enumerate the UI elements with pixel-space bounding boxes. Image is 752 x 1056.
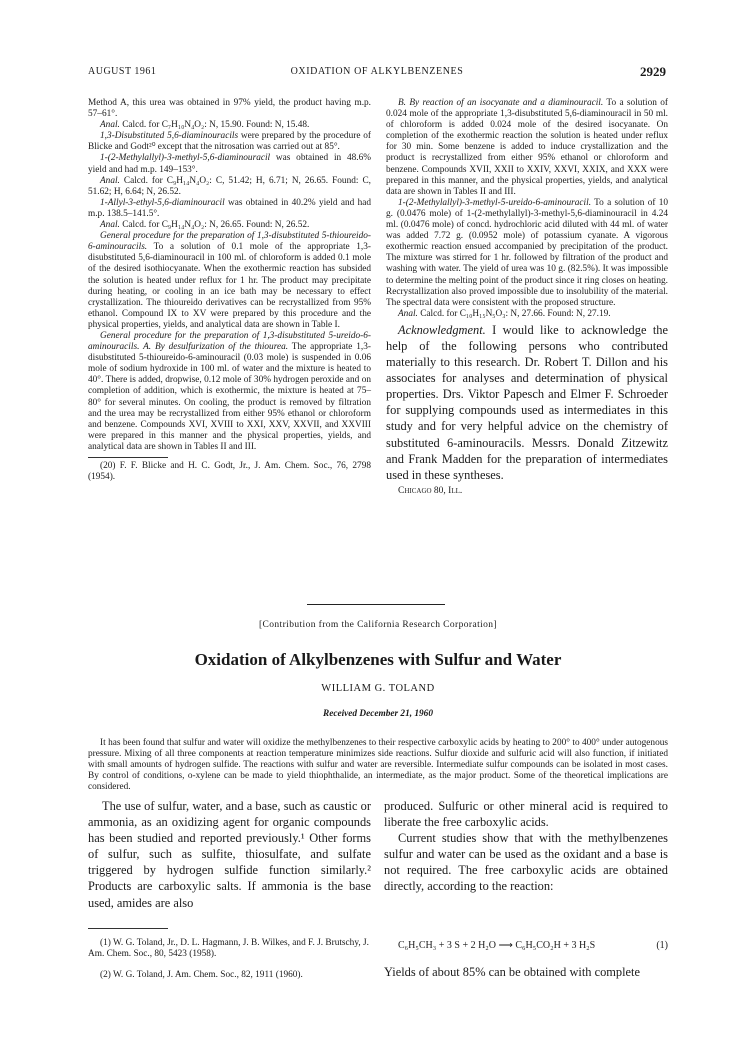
left-column-paragraph xyxy=(88,231,371,331)
abstract-text: It has been found that sulfur and water will oxidize the methylbenzenes to their respective carboxylic acids by heating to 200° to 400° under autogenous pressure. Mixing of all three components at reaction temperature minimizes side reactions. Sulfur dioxide and sulfuric acid will also function, if initiated with small amounts of hydrogen sulfide. The reactions with sulfur and water are reversible. Intermediate sulfur compounds can be isolated in most cases. By control of conditions, o-xylene can be made to yield thiophthalide, an intermediate, as the major product. Some of the theoretical implications are considered. xyxy=(88,738,668,793)
italic-run: 1,3-Disubstituted 5,6-diaminouracils xyxy=(100,131,239,142)
text-run: Calcd. for C₉H₁₄N₄O₂: N, 26.65. Found: N, 26.52. xyxy=(119,220,310,231)
text-run: To a solution of 10 g. (0.0476 mole) of 1-(2-methylallyl)-3-methyl-5,6-diaminouracil in 4.24 ml. (0.0476 mole) of concd. hydrochloric acid diluted with 44 ml. of water was added 7.72 g. (0.0952 mole) of potassium cyanate. A vigorous exothermic reaction ensued accompanied by precipitation of the product. The mixture was stirred for 1 hr. followed by filtration of the product and washing with water. The yield of urea was 10 g. (82.5%). It was impossible to determine the melting point of the product since it ring closes on heating. Recrystallization also proved impossible due to insolubility of the material. The spectral data were consistent with the proposed structure. xyxy=(386,197,668,308)
running-head-title: OXIDATION OF ALKYLBENZENES xyxy=(290,66,464,77)
text-run: Calcd. for C₇H₁₀N₄O₂: N, 15.90. Found: N, 15.48. xyxy=(119,120,310,131)
text-run: To a solution of 0.024 mole of the appropriate 1,3-disubstituted 5,6-diaminouracil in 50 ml. of chloroform is added 0.024 mole of the desired isocyanate. On completion of the exothermic reaction the solution is heated under reflux for 30 min. Some benzene is added to induce crystallization and the product is recrystallized from either 95% ethanol or chloroform and benzene. Compounds XVII, XXII to XXIV, XXVI, XXIX, and XXX were prepared in this manner, and the physical properties, yields, and analytical data are shown in Tables II and III. xyxy=(386,98,668,197)
left-column xyxy=(88,98,371,483)
left-column-paragraph xyxy=(88,153,371,175)
right-column xyxy=(386,98,668,497)
left-column-paragraph xyxy=(88,120,371,131)
page-number: 2929 xyxy=(640,64,666,79)
contribution-line: [Contribution from the California Research Corporation] xyxy=(258,620,498,630)
article-title: Oxidation of Alkylbenzenes with Sulfur and Water xyxy=(194,650,562,669)
text-run: was obtained in 40.2% yield and had m.p. 138.5–141.5°. xyxy=(88,197,371,219)
text-run: Calcd. for C₁₀H₁₅N₅O₃: N, 27.66. Found: N, 27.19. xyxy=(417,308,611,319)
body-right-continued xyxy=(384,964,668,980)
italic-run: 1-Allyl-3-ethyl-5,6-diaminouracil xyxy=(100,197,225,208)
italic-run: B. By reaction of an isocyanate and a diaminouracil. xyxy=(398,98,604,108)
italic-run: 1-(2-Methylallyl)-3-methyl-5-ureido-6-aminouracil. xyxy=(398,197,592,208)
received-date: Received December 21, 1960 xyxy=(323,709,433,719)
article-footnote-1: (1) W. G. Toland, Jr., D. L. Hagmann, J. B. Wilkes, and F. J. Brutschy, J. Am. Chem. Soc., 80, 5423 (1958). xyxy=(88,938,369,960)
text-run: Calcd. for C₉H₁₄N₄O₂: C, 51.42; H, 6.71; N, 26.65. Found: C, 51.62; H, 6.64; N, 26.52. xyxy=(88,175,371,197)
footnote-rule xyxy=(88,457,168,458)
body-paragraph-3: Yields of about 85% can be obtained with complete xyxy=(384,965,641,979)
right-column-paragraph xyxy=(386,309,668,320)
acknowledgment-paragraph xyxy=(386,322,668,483)
left-column-paragraph xyxy=(88,331,371,453)
text-run: was obtained in 48.6% yield and had m.p. 149–153°. xyxy=(88,153,371,175)
running-head xyxy=(88,66,666,82)
italic-run: Anal. xyxy=(100,220,120,231)
article-footnotes xyxy=(88,928,371,990)
equation-text: C₆H₅CH₃ + 3 S + 2 H₂O ⟶ C₆H₅CO₂H + 3 H₂S xyxy=(398,940,596,951)
italic-run: Anal. xyxy=(100,175,120,186)
article-author: WILLIAM G. TOLAND xyxy=(321,683,435,694)
left-column-paragraph xyxy=(88,176,371,198)
right-column-paragraph xyxy=(386,198,668,309)
left-column-paragraphs xyxy=(88,98,371,453)
right-column-paragraph xyxy=(386,98,668,198)
text-run: Method A, this urea was obtained in 97% yield, the product having m.p. 57–61°. xyxy=(88,98,371,120)
italic-run: General procedure for the preparation of 1,3-disubstituted 5-thioureido-6-aminouracils. xyxy=(88,231,371,253)
italic-run: 1-(2-Methylallyl)-3-methyl-5,6-diaminouracil xyxy=(100,153,271,164)
article-footnote-2: (2) W. G. Toland, J. Am. Chem. Soc., 82, 1911 (1960). xyxy=(100,969,303,980)
right-column-paragraphs xyxy=(386,98,668,320)
article-footnote-rule xyxy=(88,928,168,929)
body-paragraph-continued: produced. Sulfuric or other mineral acid is required to liberate the free carboxylic acids. xyxy=(384,799,668,830)
left-column-paragraph xyxy=(88,220,371,231)
acknowledgment-text: I would like to acknowledge the help of the following persons who contributed materially to this research. Dr. Robert T. Dillon and his associates for analyses and determination of physical properties. Drs. Viktor Papesch and Elmer F. Schroeder for supplying compounds used as intermediates in this study and for very helpful advice on the chemistry of substituted 6-aminouracils. Messrs. Donald Zitzewitz and Frank Madden for the preparation of intermediates used in these syntheses. xyxy=(386,322,668,482)
text-run: were prepared by the procedure of Blicke and Godt²⁰ except that the nitrosation was carried out at 85°. xyxy=(88,131,371,153)
footnote-20: (20) F. F. Blicke and H. C. Godt, Jr., J. Am. Chem. Soc., 76, 2798 (1954). xyxy=(88,461,371,483)
running-head-date: AUGUST 1961 xyxy=(88,66,157,77)
body-paragraph-2: Current studies show that with the methylbenzenes sulfur and water can be used as the oxidant and a base is not required. The free carboxylic acids are obtained directly, according to the reaction: xyxy=(384,831,668,894)
left-column-paragraph xyxy=(88,98,371,120)
section-divider xyxy=(307,604,445,605)
italic-run: Anal. xyxy=(398,308,418,319)
left-column-paragraph xyxy=(88,198,371,220)
text-run: To a solution of 0.1 mole of the appropriate 1,3-disubstituted 5,6-diaminouracil in 100 ml. of chloroform is added 0.1 mole of the desired isothiocyanate. When the exothermic reaction has subsided the solution is heated under reflux for 1 hr. The product may precipitate during heating, or cooling in an ice bath may be necessary to effect crystallization. The thioureido derivatives can be recrystallized from 95% ethanol. Compound IX to XV were prepared by this procedure and the physical properties, yields, and analytical data are shown in Table I. xyxy=(88,242,371,330)
text-run: The appropriate 1,3-disubstituted 5-thioureido-6-aminouracil (0.03 mole) is suspended in 0.06 mole of sodium hydroxide in 100 ml. of water and the mixture is heated to 40°. There is added, dropwise, 0.12 mole of 30% hydrogen peroxide and on completion of addition, which is exothermic, the mixture is heated at 75–80° for several minutes. On cooling, the product is removed by filtration and the urea may be recrystallized from either 95% ethanol or chloroform and benzene. Compounds XVI, XVIII to XXI, XXV, XXVII, and XXVIII were prepared in this manner and the physical properties, yields, and analytical data are shown in Tables II and III. xyxy=(88,342,371,452)
acknowledgment-label: Acknowledgment. xyxy=(398,322,486,337)
location-line: Chicago 80, Ill. xyxy=(398,485,463,496)
body-right-column xyxy=(384,798,668,895)
italic-run: Anal. xyxy=(100,120,120,131)
body-left-column xyxy=(88,798,371,911)
left-column-paragraph xyxy=(88,131,371,153)
equation-number: (1) xyxy=(656,940,668,951)
body-paragraph-1: The use of sulfur, water, and a base, such as caustic or ammonia, as an oxidizing agent for organic compounds has been studied and reported previously.¹ Other forms of sulfur, such as sulfite, thiosulfate, and sulfate triggered by hydrogen sulfide function similarly.² Products are carboxylic salts. If ammonia is the base used, amides are also xyxy=(88,799,371,910)
italic-run: General procedure for the preparation of 1,3-disubstituted 5-ureido-6-aminouracils. A. By desulfurization of the thiourea. xyxy=(88,330,371,353)
abstract xyxy=(88,738,668,793)
